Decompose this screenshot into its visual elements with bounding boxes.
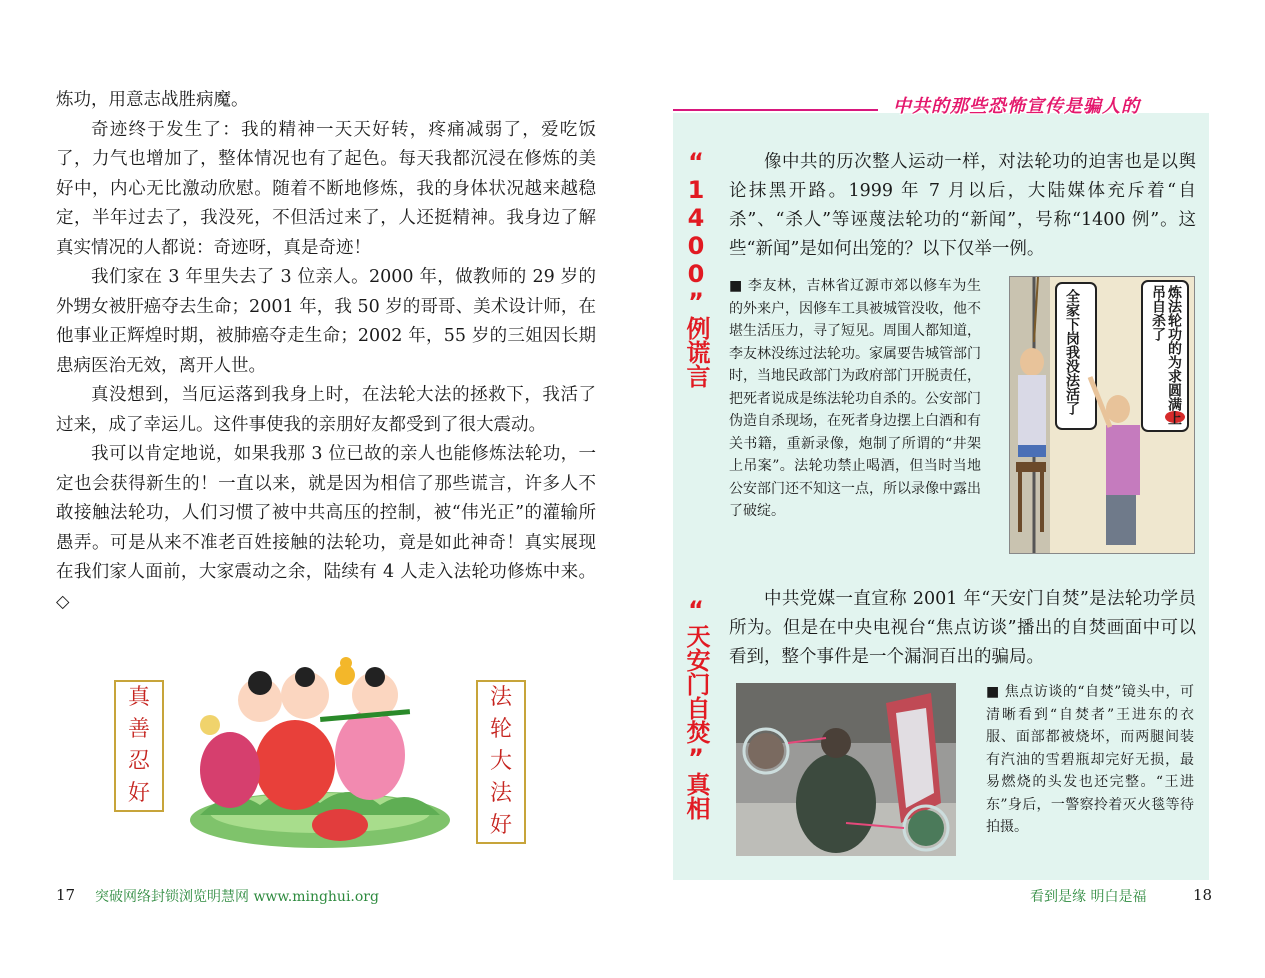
left-paragraph: 我们家在 3 年里失去了 3 位亲人。2000 年，做教师的 29 岁的外甥女被肝癌夺去生命；2001 年，我 50 岁的哥哥、美术设计师，在他事业正辉煌时期，被肺癌夺走生命；2002 年，55 岁的三姐因长期患病医治无效，离开人世。 (56, 267, 596, 376)
left-paragraph: 炼功，用意志战胜病魔。 (56, 90, 249, 110)
section2-caption: ■ 焦点访谈的“自焚”镜头中，可清晰看到“自焚者”王进东的衣服、面部都被烧坏，而两腿间装有汽油的雪碧瓶却完好无损，最易燃烧的头发也还完整。“王进东”身后，一警察拎着灭火毯等待拍摄。 (986, 684, 1194, 835)
label-char: 法 (489, 685, 512, 710)
label-char: 忍 (127, 749, 150, 774)
footer-url: 突破网络封锁浏览明慧网 www.minghui.org (95, 889, 379, 905)
section1-caption: ■ 李友林，吉林省辽源市郊以修车为生的外来户，因修车工具被城管没收，他不堪生活压力，寻了短见。周围人都知道，李友林没练过法轮功。家属要告城管部门时，当地民政部门为政府部门开脱责任，把死者说成是练法轮功自杀的。公安部门伪造自杀现场，在死者身边摆上白酒和有关书籍，重新录像，炮制了所谓的“井架上吊案”。法轮功禁止喝酒，但当时当地公安部门还不知这一点，所以录像中露出了破绽。 (729, 278, 981, 519)
label-char: 善 (127, 717, 150, 742)
label-char: 轮 (489, 717, 512, 742)
footer-slogan: 看到是缘 明白是福 (1030, 889, 1147, 905)
label-char: 真 (127, 685, 150, 710)
bubble-left: 全家下岗我没法活了 (1064, 289, 1080, 415)
section1-intro: 像中共的历次整人运动一样，对法轮功的迫害也是以舆论抹黑开路。1999 年 7 月以后，大陆媒体充斥着“自杀”、“杀人”等诬蔑法轮功的“新闻”，号称“1400 例”。这些“新闻”是如何出笼的？以下仅举一例。 (729, 152, 1196, 259)
tiananmen-photo (736, 683, 956, 856)
left-page-number: 17 (56, 886, 76, 904)
right-page-number: 18 (1193, 886, 1213, 904)
children-lotus-illustration (170, 655, 470, 855)
label-char: 好 (489, 813, 512, 838)
header-title: 中共的那些恐怖宣传是骗人的 (893, 96, 1140, 117)
header-rule (673, 109, 878, 111)
label-zhen-shan-ren (114, 680, 164, 812)
left-paragraph: 奇迹终于发生了：我的精神一天天好转，疼痛减弱了，爱吃饭了，力气也增加了，整体情况也有了起色。每天我都沉浸在修炼的美好中，内心无比激动欣慰。随着不断地修炼，我的身体状况越来越稳定，半年过去了，我没死，不但活过来了，人还挺精神。我身边了解真实情况的人都说：奇迹呀，真是奇迹！ (56, 119, 596, 258)
label-char: 大 (489, 749, 512, 774)
hanging-cartoon (1009, 276, 1195, 554)
label-char: 好 (127, 781, 150, 806)
section2-intro: 中共党媒一直宣称 2001 年“天安门自焚”是法轮功学员所为。但是在中央电视台“焦点访谈”播出的自焚画面中可以看到，整个事件是一个漏洞百出的骗局。 (729, 589, 1196, 667)
side-title-1400: “1400”例谎言 (682, 148, 710, 388)
label-falun-dafa-hao (476, 680, 526, 844)
bubble-right: 炼法轮功的为求圆满上吊自杀了 (1150, 285, 1182, 425)
label-char: 法 (489, 781, 512, 806)
left-article (56, 86, 596, 617)
left-paragraph: 我可以肯定地说，如果我那 3 位已故的亲人也能修炼法轮功，一定也会获得新生的！一直以来，就是因为相信了那些谎言，许多人不敢接触法轮功，人们习惯了被中共高压的控制，被“伟光正”的灌输所愚弄。可是从来不准老百姓接触的法轮功，竟是如此神奇！真实展现在我们家人面前，大家震动之余，陆续有 4 人走入法轮功修炼中来。◇ (56, 444, 596, 612)
left-paragraph: 真没想到，当厄运落到我身上时，在法轮大法的拯救下，我活了过来，成了幸运儿。这件事使我的亲朋好友都受到了很大震动。 (56, 385, 596, 435)
side-title-tiananmen: “天安门自焚”真相 (682, 596, 710, 820)
